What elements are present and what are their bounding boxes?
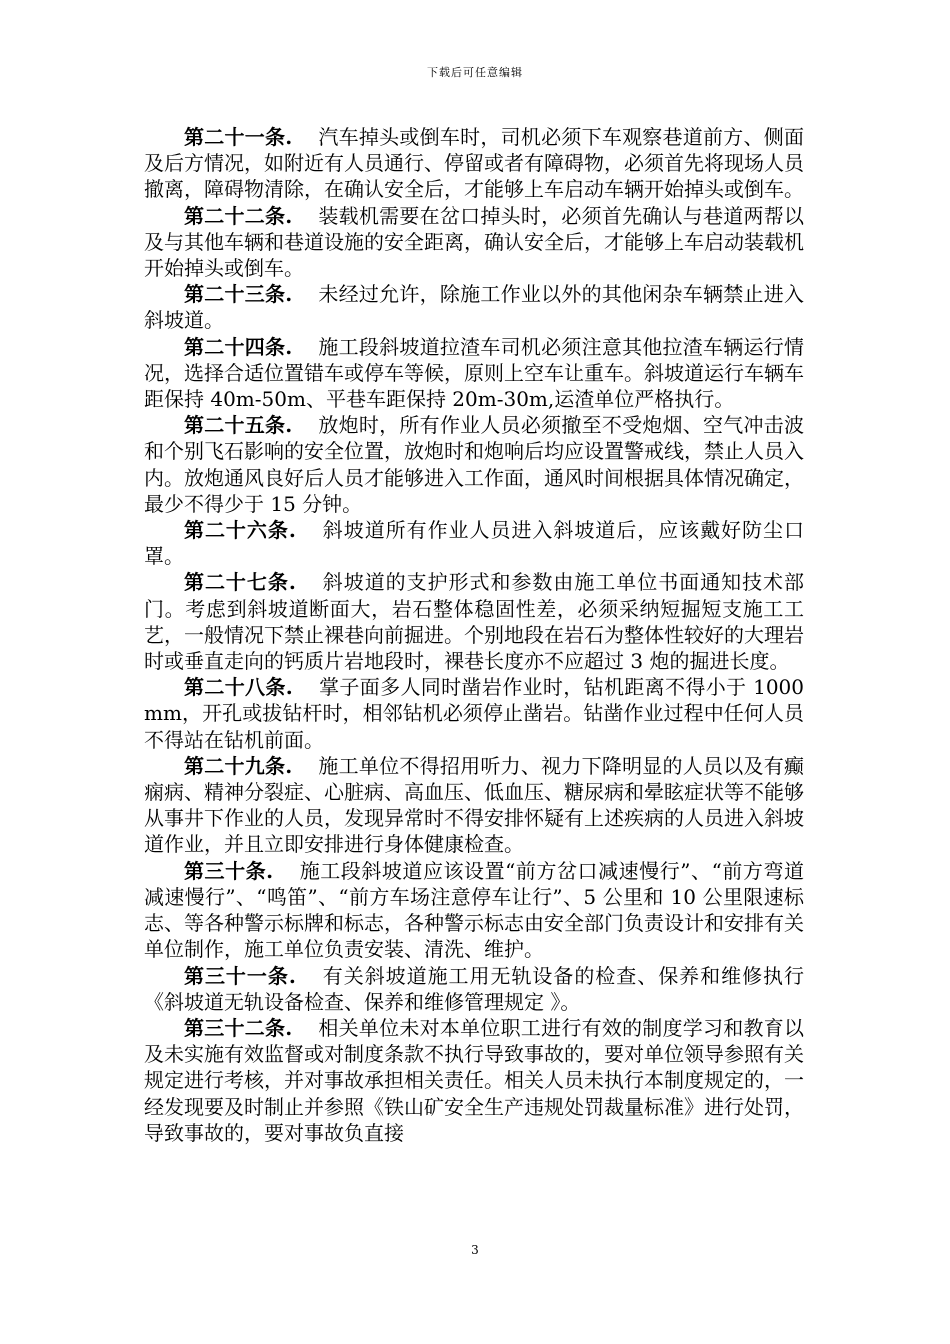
article-25	[144, 412, 804, 517]
article-text: 相关单位未对本单位职工进行有效的制度学习和教育以及未实施有效监督或对制度条款不执行导致事故的，要对单位领导参照有关规定进行考核，并对事故承担相关责任。相关人员未执行本制度规定的，一经发现要及时制止并参照《铁山矿安全生产违规处罚裁量标准》进行处罚，导致事故的，要对事故负直接	[144, 1015, 805, 1145]
article-text: 汽车掉头或倒车时，司机必须下车观察巷道前方、侧面及后方情况，如附近有人员通行、停留或者有障碍物，必须首先将现场人员撤离，障碍物清除，在确认安全后，才能够上车启动车辆开始掉头或倒车。	[144, 125, 805, 202]
article-text: 施工段斜坡道应该设置“前方岔口减速慢行”、“前方弯道减速慢行”、“鸣笛”、“前方车场注意停车让行”、5 公里和 10 公里限速标志、等各种警示标牌和标志，各种警示标志由安全部门负责设计和安排有关单位制作，施工单位负责安装、清洗、维护。	[144, 858, 804, 962]
page-header: 下载后可任意编辑	[427, 66, 523, 79]
article-text: 掌子面多人同时凿岩作业时，钻机距离不得小于 1000mm，开孔或拔钻杆时，相邻钻机必须停止凿岩。钻凿作业过程中任何人员不得站在钻机前面。	[144, 675, 804, 752]
article-text: 装载机需要在岔口掉头时，必须首先确认与巷道两帮以及与其他车辆和巷道设施的安全距离，确认安全后，才能够上车启动装载机开始掉头或倒车。	[144, 203, 805, 281]
article-label: 第二十三条.	[184, 282, 293, 307]
article-32	[144, 1015, 804, 1146]
article-24	[144, 334, 804, 413]
article-label: 第二十九条.	[184, 753, 293, 778]
article-label: 第三十二条.	[184, 1015, 293, 1040]
article-text: 斜坡道所有作业人员进入斜坡道后，应该戴好防尘口罩。	[144, 518, 805, 569]
article-label: 第二十二条.	[184, 203, 293, 228]
article-text: 施工单位不得招用听力、视力下降明显的人员以及有癫痫病、精神分裂症、心脏病、高血压、低血压、糖尿病和晕眩症状等不能够从事井下作业的人员，发现异常时不得安排怀疑有上述疾病的人员进入斜坡道作业，并且立即安排进行身体健康检查。	[144, 753, 805, 857]
document-body	[144, 124, 804, 1146]
article-28	[144, 674, 804, 753]
article-29	[144, 753, 804, 858]
article-31	[144, 963, 804, 1015]
article-30	[144, 858, 804, 963]
article-26	[144, 517, 804, 569]
article-label: 第二十六条.	[184, 518, 296, 543]
article-label: 第三十一条.	[184, 963, 296, 988]
article-label: 第二十七条.	[184, 570, 296, 595]
article-text: 斜坡道的支护形式和参数由施工单位书面通知技术部门。考虑到斜坡道断面大，岩石整体稳固性差，必须采纳短掘短支施工工艺，一般情况下禁止裸巷向前掘进。个别地段在岩石为整体性较好的大理岩时或垂直走向的钙质片岩地段时，裸巷长度亦不应超过 3 炮的掘进长度。	[144, 570, 805, 674]
article-label: 第二十八条.	[184, 675, 293, 700]
article-text: 施工段斜坡道拉渣车司机必须注意其他拉渣车辆运行情况，选择合适位置错车或停车等候，原则上空车让重车。斜坡道运行车辆车距保持 40m-50m、平巷车距保持 20m-30m,运渣单位严格执行。	[144, 334, 805, 412]
article-27	[144, 569, 804, 674]
article-23	[144, 281, 804, 333]
article-text: 有关斜坡道施工用无轨设备的检查、保养和维修执行《斜坡道无轨设备检查、保养和维修管理规定 》。	[144, 963, 805, 1014]
article-text: 放炮时，所有作业人员必须撤至不受炮烟、空气冲击波和个别飞石影响的安全位置，放炮时和炮响后均应设置警戒线，禁止人员入内。放炮通风良好后人员才能够进入工作面，通风时间根据具体情况确定，最少不得少于 15 分钟。	[144, 413, 805, 516]
article-label: 第二十五条.	[184, 413, 293, 438]
article-label: 第二十四条.	[184, 334, 293, 359]
article-text: 未经过允许，除施工作业以外的其他闲杂车辆禁止进入斜坡道。	[144, 282, 805, 333]
page-number: 3	[471, 1243, 479, 1257]
article-22	[144, 203, 804, 282]
article-21	[144, 124, 804, 203]
article-label: 第三十条.	[184, 858, 274, 883]
article-label: 第二十一条.	[184, 125, 293, 149]
